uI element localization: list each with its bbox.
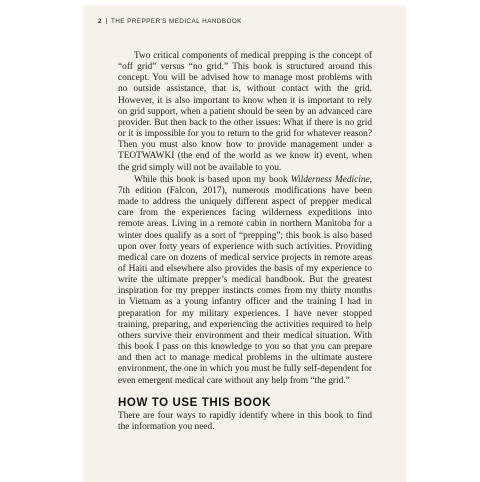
page-number: 2 [98,18,102,25]
book-title: THE PREPPER'S MEDICAL HANDBOOK [110,18,242,25]
bleed-through-text [118,438,372,449]
section-paragraph: There are four ways to rapidly identify where in this book to find the information you need. [118,411,372,433]
running-header [98,18,242,25]
section-text [118,411,372,433]
header-divider [106,18,107,24]
paragraph-off-grid: Two critical components of medical prepping is the concept of “off grid” versus “no grid.” This book is structured around this concept. You will be advised how to manage most problems with no outside assistance, that is, without contact with the grid. However, it is also important to know when it is important to rely on grid support, when a patient should be seen by an advanced care provider. But then back to the other issues: What if there is no grid or it is impossible for you to return to the grid for whatever reason? Then you must also know how to provide management under a TEOTWAWKI (the end of the world as we know it) event, when the grid simply will not be available to you. [118,51,372,173]
paragraph-2-lead: While this book is based upon my book [134,174,291,185]
book-title-italic: Wilderness Medicine, [290,174,372,185]
paragraph-2-rest: 7th edition (Falcon, 2017), numerous modifications have been made to address the uniquely different aspect of prepper medical care from the experiences facing wilderness expeditions into remote areas. Living in a remote cabin in northern Manitoba for a winter does qualify as a sort of “prepping”; this book is also based upon over forty years of experience with such activities. Providing medical care on dozens of medical service projects in remote areas of Haiti and elsewhere also provides the basis of my experience to write the ultimate prepper’s medical handbook. But the greatest inspiration for my prepper instincts comes from my thirty months in Vietnam as a young infantry officer and the training I had in preparation for my military experiences. I have never stopped training, preparing, and experiencing the activities required to help others survive their environment and their medical situation. With this book I pass on this knowledge to you so that you can prepare and then act to manage medical problems in the ultimate austere environment, the one in which you must be fully self-dependent for even emergent medical care without any help from “the grid.” [118,185,372,386]
paragraph-wilderness-medicine [118,175,372,387]
book-page [84,6,406,482]
section-heading: HOW TO USE THIS BOOK [118,397,271,409]
body-text [118,51,372,387]
